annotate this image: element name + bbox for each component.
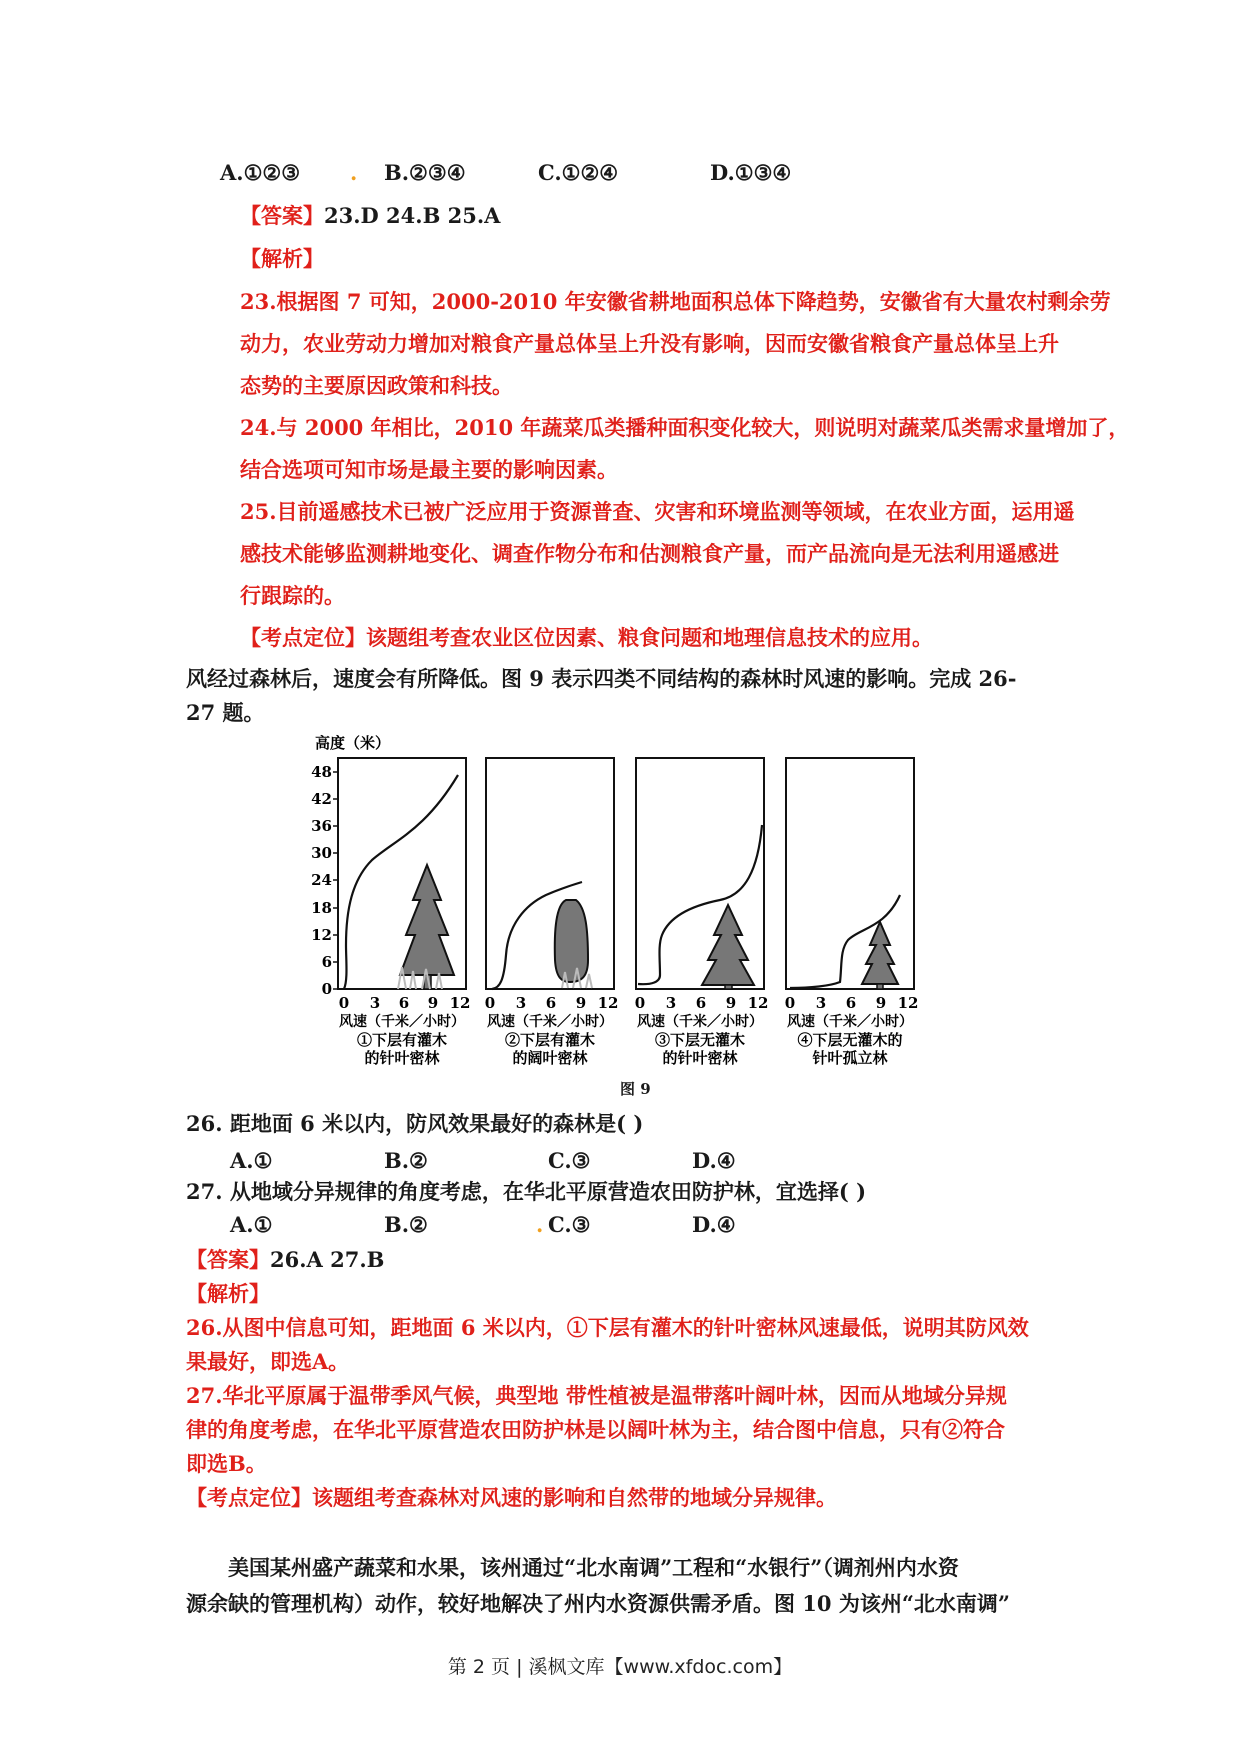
x-axis-label: 风速（千米／小时） bbox=[637, 1014, 763, 1030]
exp25-line1: 25.目前遥感技术已被广泛应用于资源普查、灾害和环境监测等领域，在农业方面，运用遥 bbox=[240, 499, 1075, 524]
x-tick: 12 bbox=[897, 994, 919, 1012]
panel-1 bbox=[338, 758, 466, 989]
y-tick: 30 bbox=[311, 844, 332, 862]
y-tick: 0 bbox=[321, 980, 332, 998]
intro26-line1: 风经过森林后，速度会有所降低。图 9 表示四类不同结构的森林时风速的影响。完成 26- bbox=[186, 666, 1017, 691]
x-tick: 3 bbox=[665, 994, 677, 1012]
y-axis-label: 高度（米） bbox=[315, 734, 391, 752]
q26-option-c: C.③ bbox=[548, 1148, 591, 1173]
panel-caption: ④下层无灌木的 bbox=[797, 1031, 903, 1049]
x-tick: 6 bbox=[845, 994, 857, 1012]
orange-dot: . bbox=[350, 160, 358, 185]
q27-option-d: D.④ bbox=[692, 1212, 736, 1237]
x-tick: 12 bbox=[449, 994, 471, 1012]
intro28-line2: 源余缺的管理机构）动作，较好地解决了州内水资源供需矛盾。图 10 为该州“北水南调” bbox=[186, 1591, 1011, 1616]
exp27-line3: 即选B。 bbox=[186, 1451, 267, 1476]
y-tick: 24 bbox=[311, 871, 332, 889]
panel-caption: 的针叶密林 bbox=[364, 1049, 440, 1067]
q27-option-a: A.① bbox=[230, 1212, 273, 1237]
x-tick: 9 bbox=[427, 994, 439, 1012]
x-tick: 9 bbox=[725, 994, 737, 1012]
figure-caption: 图 9 bbox=[620, 1080, 651, 1098]
q26-option-d: D.④ bbox=[692, 1148, 736, 1173]
kaodian-1: 【考点定位】该题组考查农业区位因素、粮食问题和地理信息技术的应用。 bbox=[240, 625, 933, 650]
option-a: A.①②③ bbox=[220, 160, 301, 185]
y-tick: 6 bbox=[321, 953, 332, 971]
x-tick: 6 bbox=[398, 994, 410, 1012]
option-c: C.①②④ bbox=[538, 160, 619, 185]
option-b: B.②③④ bbox=[384, 160, 466, 185]
option-d: D.①③④ bbox=[710, 160, 792, 185]
x-tick: 3 bbox=[515, 994, 527, 1012]
x-axis-label: 风速（千米／小时） bbox=[487, 1014, 613, 1030]
exp25-line2: 感技术能够监测耕地变化、调查作物分布和估测粮食产量，而产品流向是无法利用遥感进 bbox=[240, 541, 1059, 566]
exp23-line3: 态势的主要原因政策和科技。 bbox=[240, 373, 513, 398]
y-tick: 42 bbox=[311, 790, 332, 808]
answer-label: 【答案】 bbox=[186, 1247, 270, 1272]
y-tick: 36 bbox=[311, 817, 332, 835]
q27-option-c: C.③ bbox=[548, 1212, 591, 1237]
panel-caption: 的阔叶密林 bbox=[512, 1049, 588, 1067]
kaodian-2: 【考点定位】该题组考查森林对风速的影响和自然带的地域分异规律。 bbox=[186, 1485, 837, 1510]
x-tick: 0 bbox=[634, 994, 646, 1012]
answer-text: 23.D 24.B 25.A bbox=[324, 203, 501, 228]
exp23-line2: 动力，农业劳动力增加对粮食产量总体呈上升没有影响，因而安徽省粮食产量总体呈上升 bbox=[240, 331, 1059, 356]
x-axis-label: 风速（千米／小时） bbox=[787, 1014, 913, 1030]
exp23-line1: 23.根据图 7 可知，2000-2010 年安徽省耕地面积总体下降趋势，安徽省有大量农村剩余劳 bbox=[240, 289, 1111, 314]
y-tick: 48 bbox=[311, 763, 332, 781]
exp27-line1: 27.华北平原属于温带季风气候，典型地 带性植被是温带落叶阔叶林，因而从地域分异规 bbox=[186, 1383, 1007, 1408]
exp27-line2: 律的角度考虑，在华北平原营造农田防护林是以阔叶林为主，结合图中信息，只有②符合 bbox=[186, 1417, 1005, 1442]
y-tick: 12 bbox=[311, 926, 332, 944]
figure-9 bbox=[300, 730, 940, 1075]
x-tick: 0 bbox=[784, 994, 796, 1012]
x-tick: 12 bbox=[747, 994, 769, 1012]
panel-caption: 的针叶密林 bbox=[662, 1049, 738, 1067]
panel-3 bbox=[636, 758, 764, 989]
panel-caption: ②下层有灌木 bbox=[504, 1031, 596, 1049]
x-tick: 3 bbox=[815, 994, 827, 1012]
orange-dot: . bbox=[536, 1212, 544, 1237]
x-tick: 9 bbox=[575, 994, 587, 1012]
q27-option-b: B.② bbox=[384, 1212, 428, 1237]
panel-caption: 针叶孤立林 bbox=[812, 1049, 888, 1067]
answer-23-25 bbox=[240, 202, 500, 230]
x-axis-label: 风速（千米／小时） bbox=[339, 1014, 465, 1030]
x-tick: 6 bbox=[695, 994, 707, 1012]
q26-stem: 26. 距地面 6 米以内，防风效果最好的森林是( ) bbox=[186, 1111, 644, 1136]
panel-2 bbox=[486, 758, 614, 989]
y-tick: 18 bbox=[311, 899, 332, 917]
answer-26-27 bbox=[186, 1246, 384, 1274]
page-footer: 第 2 页 | 溪枫文库【www.xfdoc.com】 bbox=[447, 1656, 793, 1678]
panel-caption: ③下层无灌木 bbox=[654, 1031, 746, 1049]
x-tick: 0 bbox=[338, 994, 350, 1012]
x-tick: 12 bbox=[597, 994, 619, 1012]
intro26-line2: 27 题。 bbox=[186, 700, 265, 725]
panel-4 bbox=[786, 758, 914, 989]
q27-stem: 27. 从地域分异规律的角度考虑，在华北平原营造农田防护林，宜选择( ) bbox=[186, 1179, 867, 1204]
answer-label: 【答案】 bbox=[240, 203, 324, 228]
panel-caption: ①下层有灌木 bbox=[356, 1031, 448, 1049]
exp24-line2: 结合选项可知市场是最主要的影响因素。 bbox=[240, 457, 618, 482]
exp24-line1: 24.与 2000 年相比，2010 年蔬菜瓜类播种面积变化较大，则说明对蔬菜瓜类需求量增加了， bbox=[240, 415, 1130, 440]
q26-option-b: B.② bbox=[384, 1148, 428, 1173]
analysis-label: 【解析】 bbox=[240, 246, 324, 271]
answer-text: 26.A 27.B bbox=[270, 1247, 385, 1272]
x-tick: 0 bbox=[484, 994, 496, 1012]
x-tick: 3 bbox=[369, 994, 381, 1012]
analysis-label-2: 【解析】 bbox=[186, 1281, 270, 1306]
exp26-line1: 26.从图中信息可知，距地面 6 米以内，①下层有灌木的针叶密林风速最低，说明其防风效 bbox=[186, 1315, 1029, 1340]
intro28-line1: 美国某州盛产蔬菜和水果，该州通过“北水南调”工程和“水银行”（调剂州内水资 bbox=[228, 1555, 959, 1580]
exp25-line3: 行跟踪的。 bbox=[240, 583, 345, 608]
q26-option-a: A.① bbox=[230, 1148, 273, 1173]
x-tick: 6 bbox=[545, 994, 557, 1012]
exp26-line2: 果最好，即选A。 bbox=[186, 1349, 350, 1374]
x-tick: 9 bbox=[875, 994, 887, 1012]
